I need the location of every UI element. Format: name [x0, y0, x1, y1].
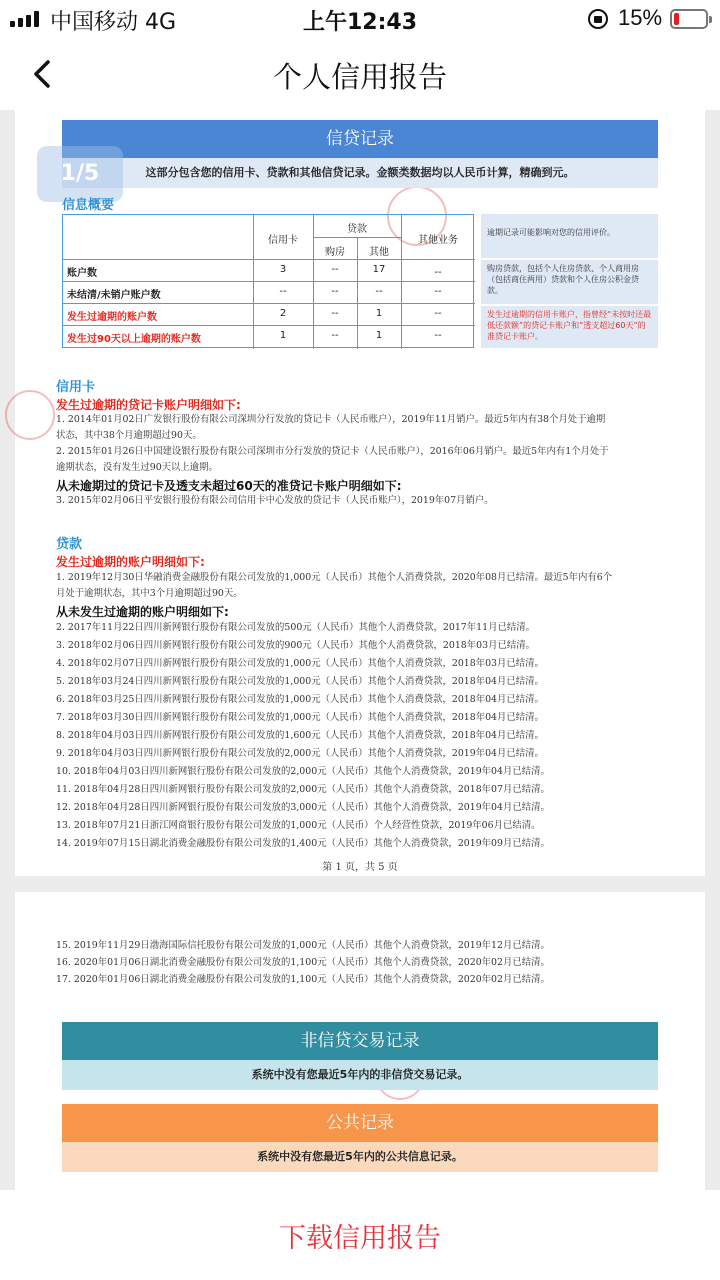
table-cell: --	[331, 264, 339, 275]
table-cell: 3	[279, 264, 287, 275]
table-cell: 2	[279, 308, 287, 319]
list-item: 13. 2018年07月21日浙江网商银行股份有限公司发放的1,000元（人民币）个人经营性贷款，2019年06月已结清。	[56, 820, 541, 831]
carrier-label: 中国移动 4G	[50, 10, 177, 35]
loan-overdue-title: 发生过逾期的账户明细如下:	[56, 555, 205, 569]
list-item: 9. 2018年04月03日四川新网银行股份有限公司发放的2,000元（人民币）其他个人消费贷款，2019年04月已结清。	[56, 748, 544, 759]
table-cell: 1	[279, 330, 287, 341]
list-item: 2. 2017年11月22日四川新网银行股份有限公司发放的500元（人民币）其他个人消费贷款，2017年11月已结清。	[56, 622, 535, 633]
report-document[interactable]	[0, 110, 720, 1190]
col-loan: 贷款	[347, 224, 367, 235]
col-other: 其他	[369, 247, 389, 258]
list-item: 月处于逾期状态，其中3个月逾期超过90天。	[56, 588, 243, 599]
row-label: 未结清/未销户账户数	[67, 290, 161, 301]
credit-section-header: 信贷记录	[62, 120, 658, 158]
credit-section-subtitle: 这部分包含您的信用卡、贷款和其他信贷记录。金额类数据均以人民币计算，精确到元。	[62, 158, 658, 188]
list-item: 逾期状态，没有发生过90天以上逾期。	[56, 462, 218, 473]
col-other-business: 其他业务	[418, 235, 458, 246]
page-number: 第 1 页，共 5 页	[322, 862, 398, 873]
card-semi-title: 从未逾期过的贷记卡及透支未超过60天的准贷记卡账户明细如下:	[56, 479, 402, 493]
watermark-seal	[5, 390, 55, 440]
col-credit-card: 信用卡	[268, 235, 298, 246]
list-item: 2. 2015年01月26日中国建设银行股份有限公司深圳市分行发放的贷记卡（人民币账户），2016年06月销户。最近5年内有1个月处于	[56, 446, 609, 457]
status-bar	[0, 0, 720, 40]
bottom-action-bar	[0, 1190, 720, 1280]
list-item: 10. 2018年04月03日四川新网银行股份有限公司发放的2,000元（人民币）其他个人消费贷款，2019年04月已结清。	[56, 766, 550, 777]
list-item: 1. 2014年01月02日广发银行股份有限公司深圳分行发放的贷记卡（人民币账户），2019年11月销户。最近5年内有38个月处于逾期	[56, 414, 606, 425]
table-cell: --	[331, 286, 339, 297]
report-page-2	[15, 892, 705, 1190]
list-item: 状态，其中38个月逾期超过90天。	[56, 430, 202, 441]
noncredit-section-header: 非信贷交易记录	[62, 1022, 658, 1060]
row-label: 发生过90天以上逾期的账户数	[67, 334, 201, 345]
row-label: 账户数	[67, 268, 97, 279]
list-item: 5. 2018年03月24日四川新网银行股份有限公司发放的1,000元（人民币）其他个人消费贷款，2018年04月已结清。	[56, 676, 544, 687]
list-item: 4. 2018年02月07日四川新网银行股份有限公司发放的1,000元（人民币）其他个人消费贷款，2018年03月已结清。	[56, 658, 544, 669]
download-report-button[interactable]: 下载信用报告	[279, 1223, 441, 1254]
overview-table	[62, 214, 474, 348]
table-cell: 1	[375, 330, 383, 341]
table-cell: --	[434, 267, 442, 278]
public-record-subtitle: 系统中没有您最近5年内的公共信息记录。	[62, 1142, 658, 1172]
credit-card-title: 信用卡	[56, 380, 96, 395]
noncredit-section-subtitle: 系统中没有您最近5年内的非信贷交易记录。	[62, 1060, 658, 1090]
table-cell: 1	[375, 308, 383, 319]
card-overdue-title: 发生过逾期的贷记卡账户明细如下:	[56, 398, 241, 412]
list-item: 15. 2019年11月29日渤海国际信托股份有限公司发放的1,000元（人民币）其他个人消费贷款，2019年12月已结清。	[56, 940, 550, 951]
list-item: 14. 2019年07月15日湖北消费金融股份有限公司发放的1,400元（人民币）其他个人消费贷款，2019年09月已结清。	[56, 838, 550, 849]
table-cell: --	[434, 308, 442, 319]
overview-note-red: 发生过逾期的信用卡账户，指曾经“未按时还最低还款额”的贷记卡账户和“透支超过60天”的准贷记卡账户。	[481, 306, 658, 348]
list-item: 3. 2018年02月06日四川新网银行股份有限公司发放的900元（人民币）其他个人消费贷款，2018年03月已结清。	[56, 640, 535, 651]
overview-note: 逾期记录可能影响对您的信用评价。	[481, 214, 658, 258]
list-item: 7. 2018年03月30日四川新网银行股份有限公司发放的1,000元（人民币）其他个人消费贷款，2018年04月已结清。	[56, 712, 544, 723]
list-item: 8. 2018年04月03日四川新网银行股份有限公司发放的1,600元（人民币）其他个人消费贷款，2018年04月已结清。	[56, 730, 544, 741]
overview-title: 信息概要	[62, 198, 115, 213]
table-cell: --	[279, 286, 287, 297]
list-item: 11. 2018年04月28日四川新网银行股份有限公司发放的2,000元（人民币）其他个人消费贷款，2018年07月已结清。	[56, 784, 550, 795]
report-page-1	[15, 110, 705, 876]
loan-ok-title: 从未发生过逾期的账户明细如下:	[56, 605, 229, 619]
loan-title: 贷款	[56, 537, 83, 552]
table-cell: --	[434, 286, 442, 297]
table-cell: --	[331, 330, 339, 341]
overview-note: 购房贷款，包括个人住房贷款、个人商用房（包括商住两用）贷款和个人住房公积金贷款。	[481, 260, 658, 304]
battery-icon	[670, 9, 708, 29]
list-item: 1. 2019年12月30日华融消费金融股份有限公司发放的1,000元（人民币）其他个人消费贷款，2020年08月已结清。最近5年内有6个	[56, 572, 613, 583]
list-item: 16. 2020年01月06日湖北消费金融股份有限公司发放的1,100元（人民币）其他个人消费贷款，2020年02月已结清。	[56, 957, 550, 968]
page-indicator-badge: 1/5	[37, 146, 123, 202]
battery-percent: 15%	[618, 5, 663, 30]
col-house: 购房	[325, 247, 345, 258]
nav-bar	[0, 40, 720, 110]
list-item: 17. 2020年01月06日湖北消费金融股份有限公司发放的1,100元（人民币）其他个人消费贷款，2020年02月已结清。	[56, 974, 550, 985]
row-label: 发生过逾期的账户数	[67, 312, 157, 323]
table-cell: 17	[372, 264, 386, 275]
public-record-header: 公共记录	[62, 1104, 658, 1142]
status-time: 上午12:43	[302, 10, 418, 35]
list-item: 6. 2018年03月25日四川新网银行股份有限公司发放的1,000元（人民币）其他个人消费贷款，2018年04月已结清。	[56, 694, 544, 705]
list-item: 12. 2018年04月28日四川新网银行股份有限公司发放的3,000元（人民币）其他个人消费贷款，2019年04月已结清。	[56, 802, 550, 813]
table-cell: --	[375, 286, 383, 297]
list-item: 3. 2015年02月06日平安银行股份有限公司信用卡中心发放的贷记卡（人民币账户），2019年07月销户。	[56, 495, 494, 506]
page-title: 个人信用报告	[272, 60, 447, 94]
rotation-lock-icon	[588, 9, 608, 29]
table-cell: --	[331, 308, 339, 319]
table-cell: --	[434, 330, 442, 341]
